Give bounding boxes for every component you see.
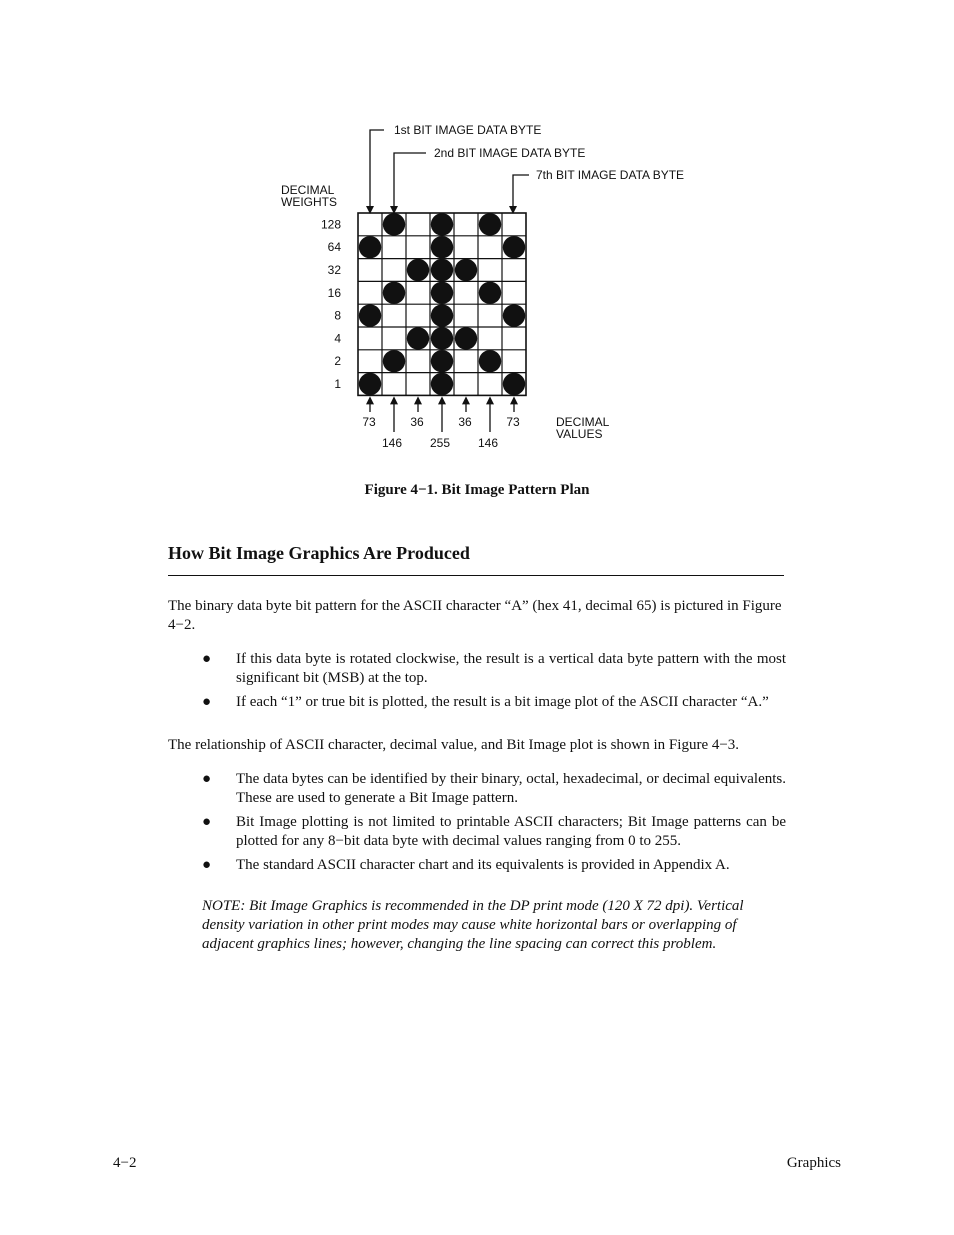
bit-dot <box>431 304 453 326</box>
column-value-label: 36 <box>458 415 472 429</box>
weight-label: 1 <box>334 377 341 391</box>
list-item <box>168 856 786 875</box>
value-arrowhead <box>438 396 446 404</box>
column-values <box>362 396 520 450</box>
bit-dot <box>455 327 477 349</box>
decimal-weights <box>321 217 341 391</box>
list-item-text: Bit Image plotting is not limited to printable ASCII characters; Bit Image patterns can be plotted for any 8−bit data byte with decimal values ranging from 0 to 255. <box>236 814 786 849</box>
list-item-text: The standard ASCII character chart and its equivalents is provided in Appendix A. <box>236 857 730 873</box>
bit-dot <box>407 259 429 281</box>
bit-dot <box>431 259 453 281</box>
top-callouts <box>370 130 529 212</box>
bit-image-pattern-figure <box>0 0 954 470</box>
byte2-leader-line <box>394 153 426 212</box>
values-title-line1: DECIMAL <box>556 415 610 429</box>
footer-section-name: Graphics <box>786 1155 841 1171</box>
byte2-label: 2nd BIT IMAGE DATA BYTE <box>434 146 586 160</box>
bit-dot <box>431 236 453 258</box>
bullet-icon: ● <box>202 694 212 710</box>
bit-dot <box>407 327 429 349</box>
value-arrowhead <box>486 396 494 404</box>
byte1-label: 1st BIT IMAGE DATA BYTE <box>394 123 542 137</box>
weight-label: 16 <box>327 285 341 300</box>
list-item-text: If this data byte is rotated clockwise, the result is a vertical data byte pattern with the most significant bit (MSB) at the top. <box>236 651 786 686</box>
value-arrowhead <box>366 396 374 404</box>
value-arrowhead <box>510 396 518 404</box>
bullet-list-1 <box>168 650 786 717</box>
column-value-label: 146 <box>381 436 403 450</box>
bit-dot <box>431 213 453 235</box>
column-value-label: 73 <box>362 415 376 429</box>
list-item-text: The data bytes can be identified by their binary, octal, hexadecimal, or decimal equivalents. These are used to generate a Bit Image pattern. <box>236 771 786 806</box>
bit-dot <box>359 236 381 258</box>
value-arrowhead <box>462 396 470 404</box>
bit-dot <box>383 350 405 372</box>
column-value-label: 36 <box>410 415 424 429</box>
byte1-leader-line <box>370 130 384 212</box>
values-title-line2: VALUES <box>556 427 603 441</box>
list-item <box>168 650 786 688</box>
list-item-text: If each “1” or true bit is plotted, the result is a bit image plot of the ASCII character “A.” <box>236 694 769 710</box>
bit-dot <box>359 373 381 395</box>
section-heading: How Bit Image Graphics Are Produced <box>168 543 470 563</box>
bit-dot <box>431 373 453 395</box>
bit-dot <box>503 236 525 258</box>
bit-dot <box>431 282 453 304</box>
weights-title-line2: WEIGHTS <box>281 195 337 209</box>
bullet-list-2 <box>168 770 786 880</box>
bit-dot <box>503 304 525 326</box>
heading-rule <box>168 575 784 576</box>
bullet-icon: ● <box>202 771 212 787</box>
column-value-label: 255 <box>429 436 451 450</box>
byte7-label: 7th BIT IMAGE DATA BYTE <box>536 168 685 182</box>
list-item <box>168 693 786 712</box>
paragraph-intro: The binary data byte bit pattern for the ASCII character “A” (hex 41, decimal 65) is pictured in Figure 4−2. <box>168 598 782 633</box>
value-arrowhead <box>414 396 422 404</box>
bit-dot <box>503 373 525 395</box>
bullet-icon: ● <box>202 857 212 873</box>
bit-dot <box>431 350 453 372</box>
bit-dot <box>479 350 501 372</box>
figure-caption: Figure 4−1. Bit Image Pattern Plan <box>364 482 590 498</box>
bit-dot <box>383 282 405 304</box>
bit-dot <box>431 327 453 349</box>
column-value-label: 146 <box>477 436 499 450</box>
bullet-icon: ● <box>202 651 212 667</box>
weight-label: 32 <box>327 263 341 277</box>
paragraph-relationship: The relationship of ASCII character, decimal value, and Bit Image plot is shown in Figure 4−3. <box>168 737 740 753</box>
weight-label: 8 <box>334 308 341 323</box>
bullet-icon: ● <box>202 814 212 830</box>
column-value-label: 73 <box>506 415 520 429</box>
bit-dot <box>383 213 405 235</box>
bit-dot <box>479 282 501 304</box>
note-text: NOTE: Bit Image Graphics is recommended in the DP print mode (120 X 72 dpi). Vertical density variation in other print modes may cause white horizontal bars or overlapping of adjacent graphics lines; however, changing the line spacing can correct this problem. <box>202 898 744 952</box>
value-arrowhead <box>390 396 398 404</box>
weight-label: 64 <box>327 240 341 255</box>
weight-label: 2 <box>334 354 341 369</box>
weight-label: 4 <box>334 331 341 346</box>
bit-dot <box>479 213 501 235</box>
weights-title-line1: DECIMAL <box>281 183 335 197</box>
bit-dot <box>359 304 381 326</box>
page-number: 4−2 <box>113 1155 137 1171</box>
weight-label: 128 <box>320 217 341 232</box>
list-item <box>168 813 786 851</box>
bit-dot <box>455 259 477 281</box>
list-item <box>168 770 786 808</box>
